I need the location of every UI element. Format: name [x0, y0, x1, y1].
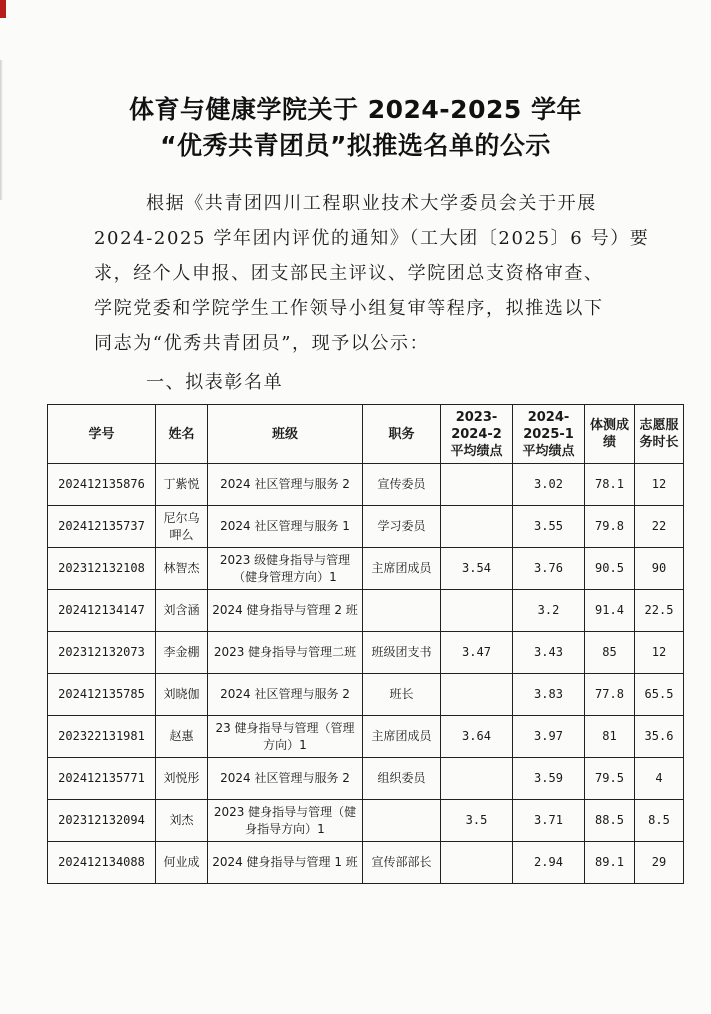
cell-role: 宣传委员 — [363, 464, 441, 506]
cell-gpa2: 3.43 — [513, 632, 585, 674]
cell-hours: 12 — [635, 632, 684, 674]
header-volunteer-hours: 志愿服务时长 — [635, 405, 684, 464]
table-row — [48, 758, 684, 800]
cell-gpa2: 3.2 — [513, 590, 585, 632]
cell-hours: 35.6 — [635, 716, 684, 758]
cell-role: 班级团支书 — [363, 632, 441, 674]
cell-student-id: 202412135737 — [48, 506, 156, 548]
table-row — [48, 842, 684, 884]
cell-gpa1 — [441, 674, 513, 716]
cell-name: 林智杰 — [156, 548, 208, 590]
cell-name: 刘含涵 — [156, 590, 208, 632]
header-name: 姓名 — [156, 405, 208, 464]
nominee-table — [47, 404, 684, 884]
cell-name: 尼尔乌呷么 — [156, 506, 208, 548]
cell-gpa1 — [441, 464, 513, 506]
cell-gpa1 — [441, 842, 513, 884]
cell-student-id: 202412135771 — [48, 758, 156, 800]
cell-fitness: 88.5 — [585, 800, 635, 842]
cell-hours: 90 — [635, 548, 684, 590]
cell-class: 2024 社区管理与服务 2 — [208, 758, 363, 800]
cell-hours: 8.5 — [635, 800, 684, 842]
cell-student-id: 202312132108 — [48, 548, 156, 590]
cell-gpa1: 3.64 — [441, 716, 513, 758]
header-class: 班级 — [208, 405, 363, 464]
table-row — [48, 548, 684, 590]
cell-class: 2024 社区管理与服务 1 — [208, 506, 363, 548]
cell-gpa2: 3.55 — [513, 506, 585, 548]
cell-name: 丁紫悦 — [156, 464, 208, 506]
cell-fitness: 85 — [585, 632, 635, 674]
cell-name: 刘悦彤 — [156, 758, 208, 800]
cell-gpa2: 3.83 — [513, 674, 585, 716]
cell-fitness: 79.5 — [585, 758, 635, 800]
cell-class: 2023 健身指导与管理二班 — [208, 632, 363, 674]
header-fitness-score: 体测成绩 — [585, 405, 635, 464]
cell-gpa2: 3.02 — [513, 464, 585, 506]
cell-student-id: 202412134088 — [48, 842, 156, 884]
cell-student-id: 202412135876 — [48, 464, 156, 506]
cell-role — [363, 590, 441, 632]
body-paragraph-line-3: 求，经个人申报、团支部民主评议、学院团总支资格审查、 — [94, 263, 604, 284]
cell-name: 赵惠 — [156, 716, 208, 758]
body-paragraph-line-4: 学院党委和学院学生工作领导小组复审等程序，拟推选以下 — [94, 298, 604, 319]
cell-name: 何业成 — [156, 842, 208, 884]
table-row — [48, 464, 684, 506]
cell-fitness: 89.1 — [585, 842, 635, 884]
cell-role — [363, 800, 441, 842]
cell-gpa1 — [441, 590, 513, 632]
cell-gpa2: 3.71 — [513, 800, 585, 842]
cell-gpa1: 3.5 — [441, 800, 513, 842]
cell-name: 刘杰 — [156, 800, 208, 842]
cell-fitness: 81 — [585, 716, 635, 758]
cell-class: 2024 社区管理与服务 2 — [208, 464, 363, 506]
document-title-line-1: 体育与健康学院关于 2024-2025 学年 — [129, 95, 582, 124]
page-edge-mark — [0, 0, 6, 18]
cell-fitness: 77.8 — [585, 674, 635, 716]
cell-role: 组织委员 — [363, 758, 441, 800]
table-header-row — [48, 405, 684, 464]
table-row — [48, 674, 684, 716]
cell-class: 2024 健身指导与管理 2 班 — [208, 590, 363, 632]
cell-fitness: 78.1 — [585, 464, 635, 506]
cell-gpa1: 3.47 — [441, 632, 513, 674]
cell-fitness: 79.8 — [585, 506, 635, 548]
cell-role: 主席团成员 — [363, 548, 441, 590]
cell-hours: 22 — [635, 506, 684, 548]
cell-hours: 22.5 — [635, 590, 684, 632]
cell-student-id: 202322131981 — [48, 716, 156, 758]
header-role: 职务 — [363, 405, 441, 464]
table-row — [48, 590, 684, 632]
cell-gpa1 — [441, 506, 513, 548]
cell-fitness: 90.5 — [585, 548, 635, 590]
table-row — [48, 716, 684, 758]
cell-student-id: 202412134147 — [48, 590, 156, 632]
cell-student-id: 202312132094 — [48, 800, 156, 842]
cell-hours: 65.5 — [635, 674, 684, 716]
cell-class: 2023 级健身指导与管理（健身管理方向）1 — [208, 548, 363, 590]
document-title-line-2: “优秀共青团员”拟推选名单的公示 — [160, 131, 551, 160]
cell-hours: 29 — [635, 842, 684, 884]
cell-gpa1 — [441, 758, 513, 800]
cell-gpa2: 3.97 — [513, 716, 585, 758]
cell-class: 23 健身指导与管理（管理方向）1 — [208, 716, 363, 758]
cell-hours: 12 — [635, 464, 684, 506]
cell-class: 2023 健身指导与管理（健身指导方向）1 — [208, 800, 363, 842]
cell-role: 主席团成员 — [363, 716, 441, 758]
cell-gpa2: 3.76 — [513, 548, 585, 590]
header-student-id: 学号 — [48, 405, 156, 464]
cell-student-id: 202312132073 — [48, 632, 156, 674]
table-row — [48, 800, 684, 842]
table-row — [48, 506, 684, 548]
section-heading: 一、拟表彰名单 — [146, 372, 284, 393]
cell-role: 学习委员 — [363, 506, 441, 548]
body-paragraph-line-5: 同志为“优秀共青团员”，现予以公示： — [94, 333, 430, 354]
cell-role: 宣传部部长 — [363, 842, 441, 884]
cell-name: 刘晓伽 — [156, 674, 208, 716]
body-paragraph-line-1: 根据《共青团四川工程职业技术大学委员会关于开展 — [146, 193, 597, 214]
body-paragraph-line-2: 2024-2025 学年团内评优的通知》（工大团〔2025〕6 号）要 — [94, 228, 650, 249]
header-gpa-2023-2024-2: 2023-2024-2 平均绩点 — [441, 405, 513, 464]
cell-student-id: 202412135785 — [48, 674, 156, 716]
cell-name: 李金棚 — [156, 632, 208, 674]
cell-class: 2024 健身指导与管理 1 班 — [208, 842, 363, 884]
table-row — [48, 632, 684, 674]
cell-role: 班长 — [363, 674, 441, 716]
cell-gpa2: 3.59 — [513, 758, 585, 800]
cell-hours: 4 — [635, 758, 684, 800]
cell-class: 2024 社区管理与服务 2 — [208, 674, 363, 716]
header-gpa-2024-2025-1: 2024-2025-1 平均绩点 — [513, 405, 585, 464]
cell-gpa1: 3.54 — [441, 548, 513, 590]
cell-gpa2: 2.94 — [513, 842, 585, 884]
cell-fitness: 91.4 — [585, 590, 635, 632]
